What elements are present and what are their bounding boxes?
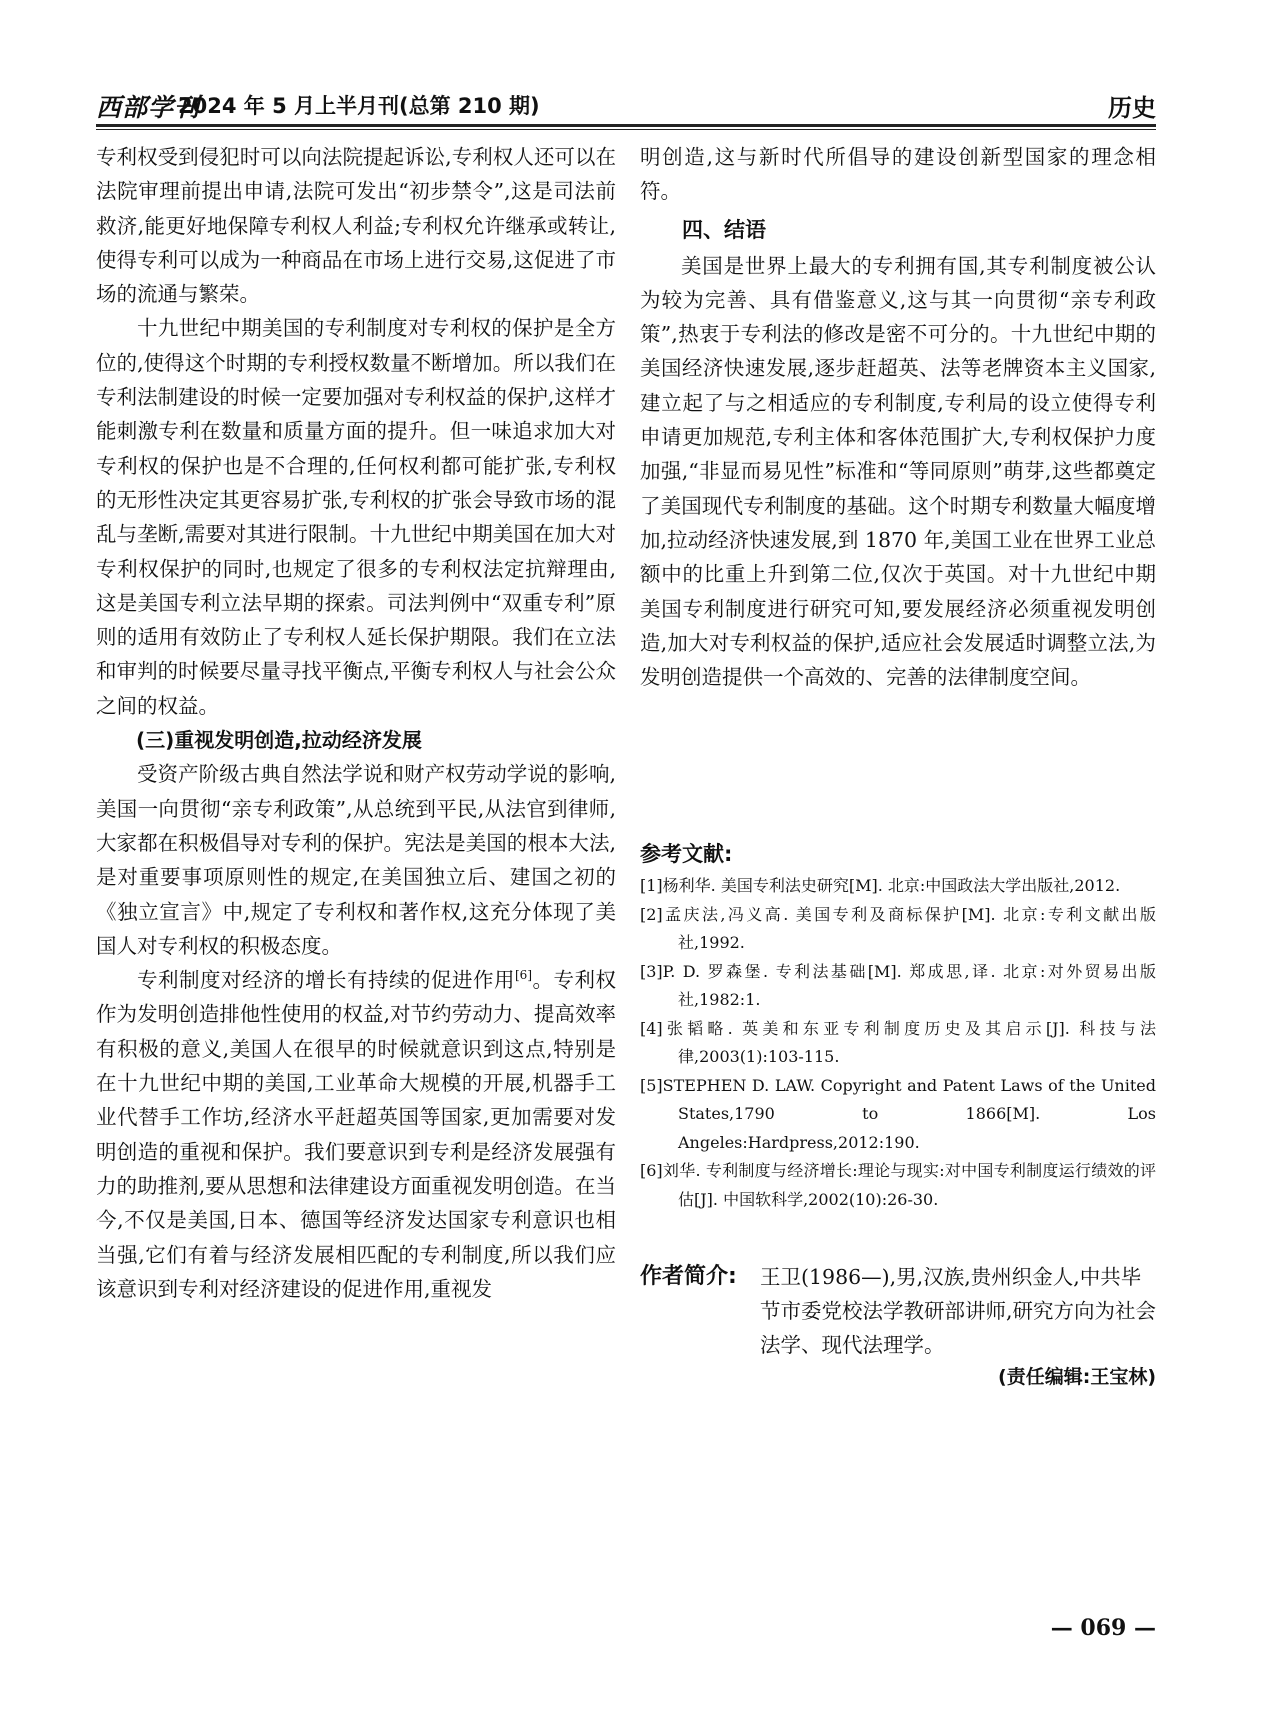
- author-bio: [640, 1260, 1156, 1362]
- paragraph: 明创造,这与新时代所倡导的建设创新型国家的理念相符。: [640, 145, 1156, 204]
- reference-item: [1]杨利华. 美国专利法史研究[M]. 北京:中国政法大学出版社,2012.: [640, 876, 1121, 895]
- section-name: 历史: [1108, 94, 1156, 122]
- author-text: 王卫(1986—),男,汉族,贵州织金人,中共毕节市委党校法学教研部讲师,研究方向为社会法学、现代法理学。: [760, 1265, 1157, 1357]
- paragraph-text: 。专利权作为发明创造排他性使用的权益,对节约劳动力、提高效率有积极的意义,美国人在很早的时候就意识到这点,特别是在十九世纪中期的美国,工业革命大规模的开展,机器手工业代替手工作坊,经济水平赶超英国等国家,更加需要对发明创造的重视和保护。我们要意识到专利是经济发展强有力的助推剂,要从思想和法律建设方面重视发明创造。在当今,不仅是美国,日本、德国等经济发达国家专利意识也相当强,它们有着与经济发展相匹配的专利制度,所以我们应该意识到专利对经济建设的促进作用,重视发: [96, 968, 616, 1301]
- page-number: — 069 —: [1050, 1615, 1156, 1641]
- issue-info: 2024 年 5 月上半月刊(总第 210 期): [178, 94, 540, 118]
- paragraph-text: 专利制度对经济的增长有持续的促进作用: [137, 968, 515, 993]
- references-list: [640, 872, 1156, 1214]
- responsible-editor: (责任编辑:王宝林): [998, 1366, 1156, 1388]
- header-rule-thin: [96, 129, 1156, 130]
- section-heading: 四、结语: [682, 217, 766, 242]
- paragraph: [96, 963, 616, 1306]
- left-column: [96, 140, 616, 1306]
- references-title: 参考文献:: [640, 842, 733, 866]
- journal-logo: 西部学刊: [96, 93, 201, 122]
- page-header: [96, 88, 1156, 122]
- header-rule: [96, 124, 1156, 127]
- citation-marker: [6]: [515, 968, 532, 983]
- reference-item: [3]P. D. 罗森堡. 专利法基础[M]. 郑成思,译. 北京:对外贸易出版社,1982:1.: [640, 961, 1156, 1009]
- paragraph: 受资产阶级古典自然法学说和财产权劳动学说的影响,美国一向贯彻“亲专利政策”,从总统到平民,从法官到律师,大家都在积极倡导对专利的保护。宪法是美国的根本大法,是对重要事项原则性的规定,在美国独立后、建国之初的《独立宣言》中,规定了专利权和著作权,这充分体现了美国人对专利权的积极态度。: [96, 762, 616, 958]
- right-column: [640, 140, 1156, 694]
- paragraph: 十九世纪中期美国的专利制度对专利权的保护是全方位的,使得这个时期的专利授权数量不断增加。所以我们在专利法制建设的时候一定要加强对专利权益的保护,这样才能刺激专利在数量和质量方面的提升。但一味追求加大对专利权的保护也是不合理的,任何权利都可能扩张,专利权的无形性决定其更容易扩张,专利权的扩张会导致市场的混乱与垄断,需要对其进行限制。十九世纪中期美国在加大对专利权保护的同时,也规定了很多的专利权法定抗辩理由,这是美国专利立法早期的探索。司法判例中“双重专利”原则的适用有效防止了专利权人延长保护期限。我们在立法和审判的时候要尽量寻找平衡点,平衡专利权人与社会公众之间的权益。: [96, 316, 616, 718]
- paragraph: 专利权受到侵犯时可以向法院提起诉讼,专利权人还可以在法院审理前提出申请,法院可发出“初步禁令”,这是司法前救济,能更好地保障专利权人利益;专利权允许继承或转让,使得专利可以成为一种商品在市场上进行交易,这促进了市场的流通与繁荣。: [96, 145, 616, 307]
- reference-item: [4]张韬略. 英美和东亚专利制度历史及其启示[J]. 科技与法律,2003(1):103-115.: [640, 1018, 1156, 1066]
- author-label: 作者简介:: [640, 1264, 737, 1289]
- paragraph: 美国是世界上最大的专利拥有国,其专利制度被公认为较为完善、具有借鉴意义,这与其一向贯彻“亲专利政策”,热衷于专利法的修改是密不可分的。十九世纪中期的美国经济快速发展,逐步赶超英、法等老牌资本主义国家,建立起了与之相适应的专利制度,专利局的设立使得专利申请更加规范,专利主体和客体范围扩大,专利权保护力度加强,“非显而易见性”标准和“等同原则”萌芽,这些都奠定了美国现代专利制度的基础。这个时期专利数量大幅度增加,拉动经济快速发展,到 1870 年,美国工业在世界工业总额中的比重上升到第二位,仅次于英国。对十九世纪中期美国专利制度进行研究可知,要发展经济必须重视发明创造,加大对专利权益的保护,适应社会发展适时调整立法,为发明创造提供一个高效的、完善的法律制度空间。: [640, 253, 1156, 690]
- section-heading: (三)重视发明创造,拉动经济发展: [136, 728, 422, 753]
- reference-item: [2]孟庆法,冯义高. 美国专利及商标保护[M]. 北京:专利文献出版社,1992.: [640, 904, 1156, 952]
- reference-item: [6]刘华. 专利制度与经济增长:理论与现实:对中国专利制度运行绩效的评估[J]. 中国软科学,2002(10):26-30.: [640, 1161, 1156, 1209]
- reference-item: [5]STEPHEN D. LAW. Copyright and Patent Laws of the United States,1790 to 1866[M]. Los Angeles:Hardpress,2012:190.: [640, 1075, 1156, 1152]
